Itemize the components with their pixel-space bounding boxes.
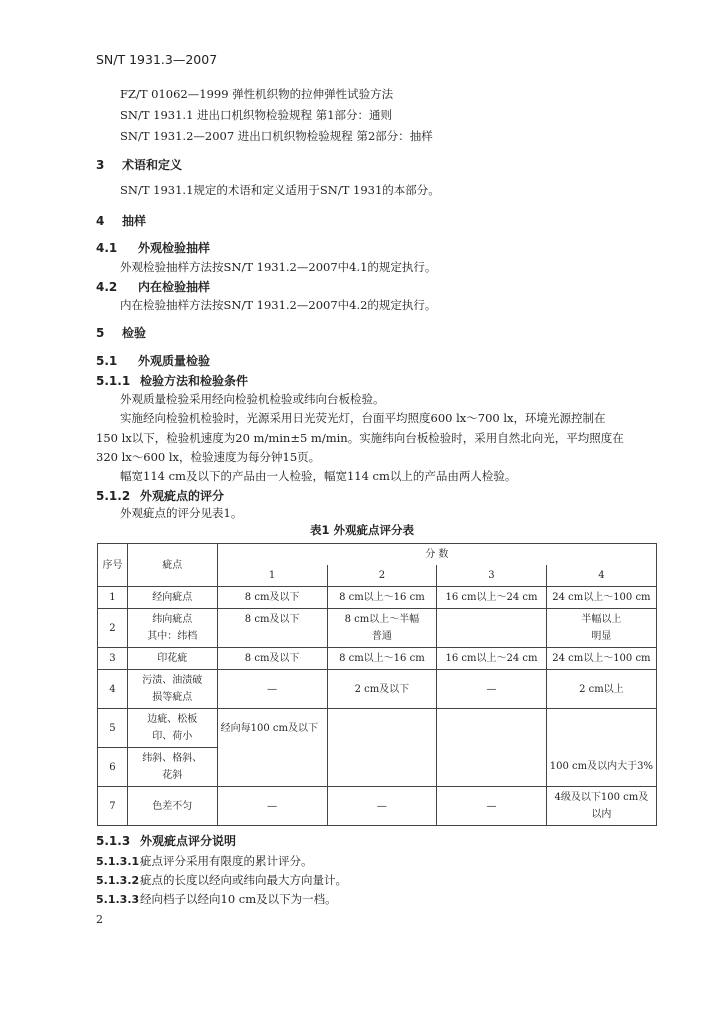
cell-score-3: — bbox=[437, 787, 547, 826]
section-5-1-heading: 5.1 外观质量检验 bbox=[96, 354, 211, 368]
table-row bbox=[98, 648, 657, 670]
cell-score-1: 8 cm及以下 bbox=[217, 587, 327, 609]
cell-score-2: 2 cm及以下 bbox=[327, 670, 437, 709]
section-5-1-1-p2-line1: 实施经向检验机检验时，光源采用日光荧光灯，台面平均照度600 lx～700 lx，环境光源控制在 bbox=[120, 411, 606, 425]
section-5-1-1-p2-line3: 320 lx～600 lx，检验速度为每分钟15页。 bbox=[96, 450, 321, 464]
cell-score-2: — bbox=[327, 787, 437, 826]
header-score-2: 2 bbox=[327, 565, 437, 587]
cell-no: 6 bbox=[98, 748, 128, 787]
section-5-heading: 5 检验 bbox=[96, 326, 147, 340]
cell-score-3: 16 cm以上～24 cm bbox=[437, 648, 547, 670]
item-5-1-3-2: 5.1.3.2疵点的长度以经向或纬向最大方向量计。 bbox=[96, 873, 347, 887]
section-4-1-text: 外观检验抽样方法按SN/T 1931.2—2007中4.1的规定执行。 bbox=[120, 260, 437, 274]
cell-score-1: 经向每100 cm及以下 bbox=[217, 709, 327, 748]
table-row bbox=[98, 709, 657, 748]
cell-score-1 bbox=[217, 748, 327, 787]
cell-score-4: 4级及以下100 cm及 以内 bbox=[546, 787, 656, 826]
cell-score-4: 半幅以上 明显 bbox=[546, 609, 656, 648]
cell-defect: 印花疵 bbox=[127, 648, 217, 670]
section-5-1-3-heading: 5.1.3 外观疵点评分说明 bbox=[96, 834, 237, 848]
cell-no: 2 bbox=[98, 609, 128, 648]
section-5-1-2-text: 外观疵点的评分见表1。 bbox=[120, 506, 243, 520]
table-header-row bbox=[98, 544, 657, 566]
table-row bbox=[98, 748, 657, 787]
cell-score-3 bbox=[437, 748, 547, 787]
cell-score-4 bbox=[546, 709, 656, 748]
section-5-1-1-p2-line2: 150 lx以下，检验机速度为20 m/min±5 m/min。实施纬向台板检验时，采用自然北向光，平均照度在 bbox=[96, 431, 624, 445]
table-row bbox=[98, 787, 657, 826]
cell-score-2: 8 cm以上～16 cm bbox=[327, 587, 437, 609]
cell-no: 1 bbox=[98, 587, 128, 609]
cell-score-3: 16 cm以上～24 cm bbox=[437, 587, 547, 609]
cell-score-4: 24 cm以上～100 cm bbox=[546, 587, 656, 609]
cell-score-1: — bbox=[217, 670, 327, 709]
defect-score-table bbox=[97, 543, 657, 826]
cell-score-1: 8 cm及以下 bbox=[217, 609, 327, 648]
section-3-heading: 3 术语和定义 bbox=[96, 158, 183, 172]
cell-score-4: 24 cm以上～100 cm bbox=[546, 648, 656, 670]
cell-defect: 污渍、油渍破 损等疵点 bbox=[127, 670, 217, 709]
table-row bbox=[98, 609, 657, 648]
cell-no: 4 bbox=[98, 670, 128, 709]
reference-3: SN/T 1931.2—2007 进出口机织物检验规程 第2部分：抽样 bbox=[120, 129, 433, 143]
section-4-2-text: 内在检验抽样方法按SN/T 1931.2—2007中4.2的规定执行。 bbox=[120, 298, 437, 312]
cell-score-2 bbox=[327, 748, 437, 787]
header-no: 序号 bbox=[98, 544, 128, 587]
reference-1: FZ/T 01062—1999 弹性机织物的拉伸弹性试验方法 bbox=[120, 87, 394, 101]
item-5-1-3-1: 5.1.3.1疵点评分采用有限度的累计评分。 bbox=[96, 854, 313, 868]
section-3-text: SN/T 1931.1规定的术语和定义适用于SN/T 1931的本部分。 bbox=[120, 183, 440, 197]
header-score-3: 3 bbox=[437, 565, 547, 587]
cell-no: 7 bbox=[98, 787, 128, 826]
cell-defect: 色差不匀 bbox=[127, 787, 217, 826]
cell-score-3 bbox=[437, 609, 547, 648]
cell-score-1: 8 cm及以下 bbox=[217, 648, 327, 670]
section-4-heading: 4 抽样 bbox=[96, 214, 147, 228]
cell-no: 3 bbox=[98, 648, 128, 670]
table-row bbox=[98, 587, 657, 609]
section-5-1-1-p1: 外观质量检验采用经向检验机检验或纬向台板检验。 bbox=[120, 392, 385, 406]
cell-defect: 纬向疵点 其中：纬档 bbox=[127, 609, 217, 648]
section-5-1-1-p3: 幅宽114 cm及以下的产品由一人检验，幅宽114 cm以上的产品由两人检验。 bbox=[120, 469, 517, 483]
cell-defect: 纬斜、格斜、 花斜 bbox=[127, 748, 217, 787]
header-score-4: 4 bbox=[546, 565, 656, 587]
cell-score-4: 100 cm及以内大于3% bbox=[546, 748, 656, 787]
cell-score-2: 8 cm以上～16 cm bbox=[327, 648, 437, 670]
section-4-2-heading: 4.2 内在检验抽样 bbox=[96, 280, 211, 294]
cell-score-1: — bbox=[217, 787, 327, 826]
table-row bbox=[98, 670, 657, 709]
header-score-1: 1 bbox=[217, 565, 327, 587]
cell-defect: 边疵、松板 印、荷小 bbox=[127, 709, 217, 748]
cell-defect: 经向疵点 bbox=[127, 587, 217, 609]
standard-header: SN/T 1931.3—2007 bbox=[96, 52, 218, 67]
cell-no: 5 bbox=[98, 709, 128, 748]
page-number: 2 bbox=[96, 913, 103, 926]
cell-score-3 bbox=[437, 709, 547, 748]
section-4-1-heading: 4.1 外观检验抽样 bbox=[96, 241, 211, 255]
cell-score-3: — bbox=[437, 670, 547, 709]
section-5-1-2-heading: 5.1.2 外观疵点的评分 bbox=[96, 489, 225, 503]
cell-score-2 bbox=[327, 709, 437, 748]
item-5-1-3-3: 5.1.3.3经向档子以经向10 cm及以下为一档。 bbox=[96, 892, 337, 906]
cell-score-4: 2 cm以上 bbox=[546, 670, 656, 709]
section-5-1-1-heading: 5.1.1 检验方法和检验条件 bbox=[96, 374, 249, 388]
reference-2: SN/T 1931.1 进出口机织物检验规程 第1部分：通则 bbox=[120, 108, 393, 122]
table-caption: 表1 外观疵点评分表 bbox=[309, 523, 414, 537]
header-score: 分 数 bbox=[217, 544, 656, 566]
cell-score-2: 8 cm以上～半幅 普通 bbox=[327, 609, 437, 648]
header-defect: 疵点 bbox=[127, 544, 217, 587]
